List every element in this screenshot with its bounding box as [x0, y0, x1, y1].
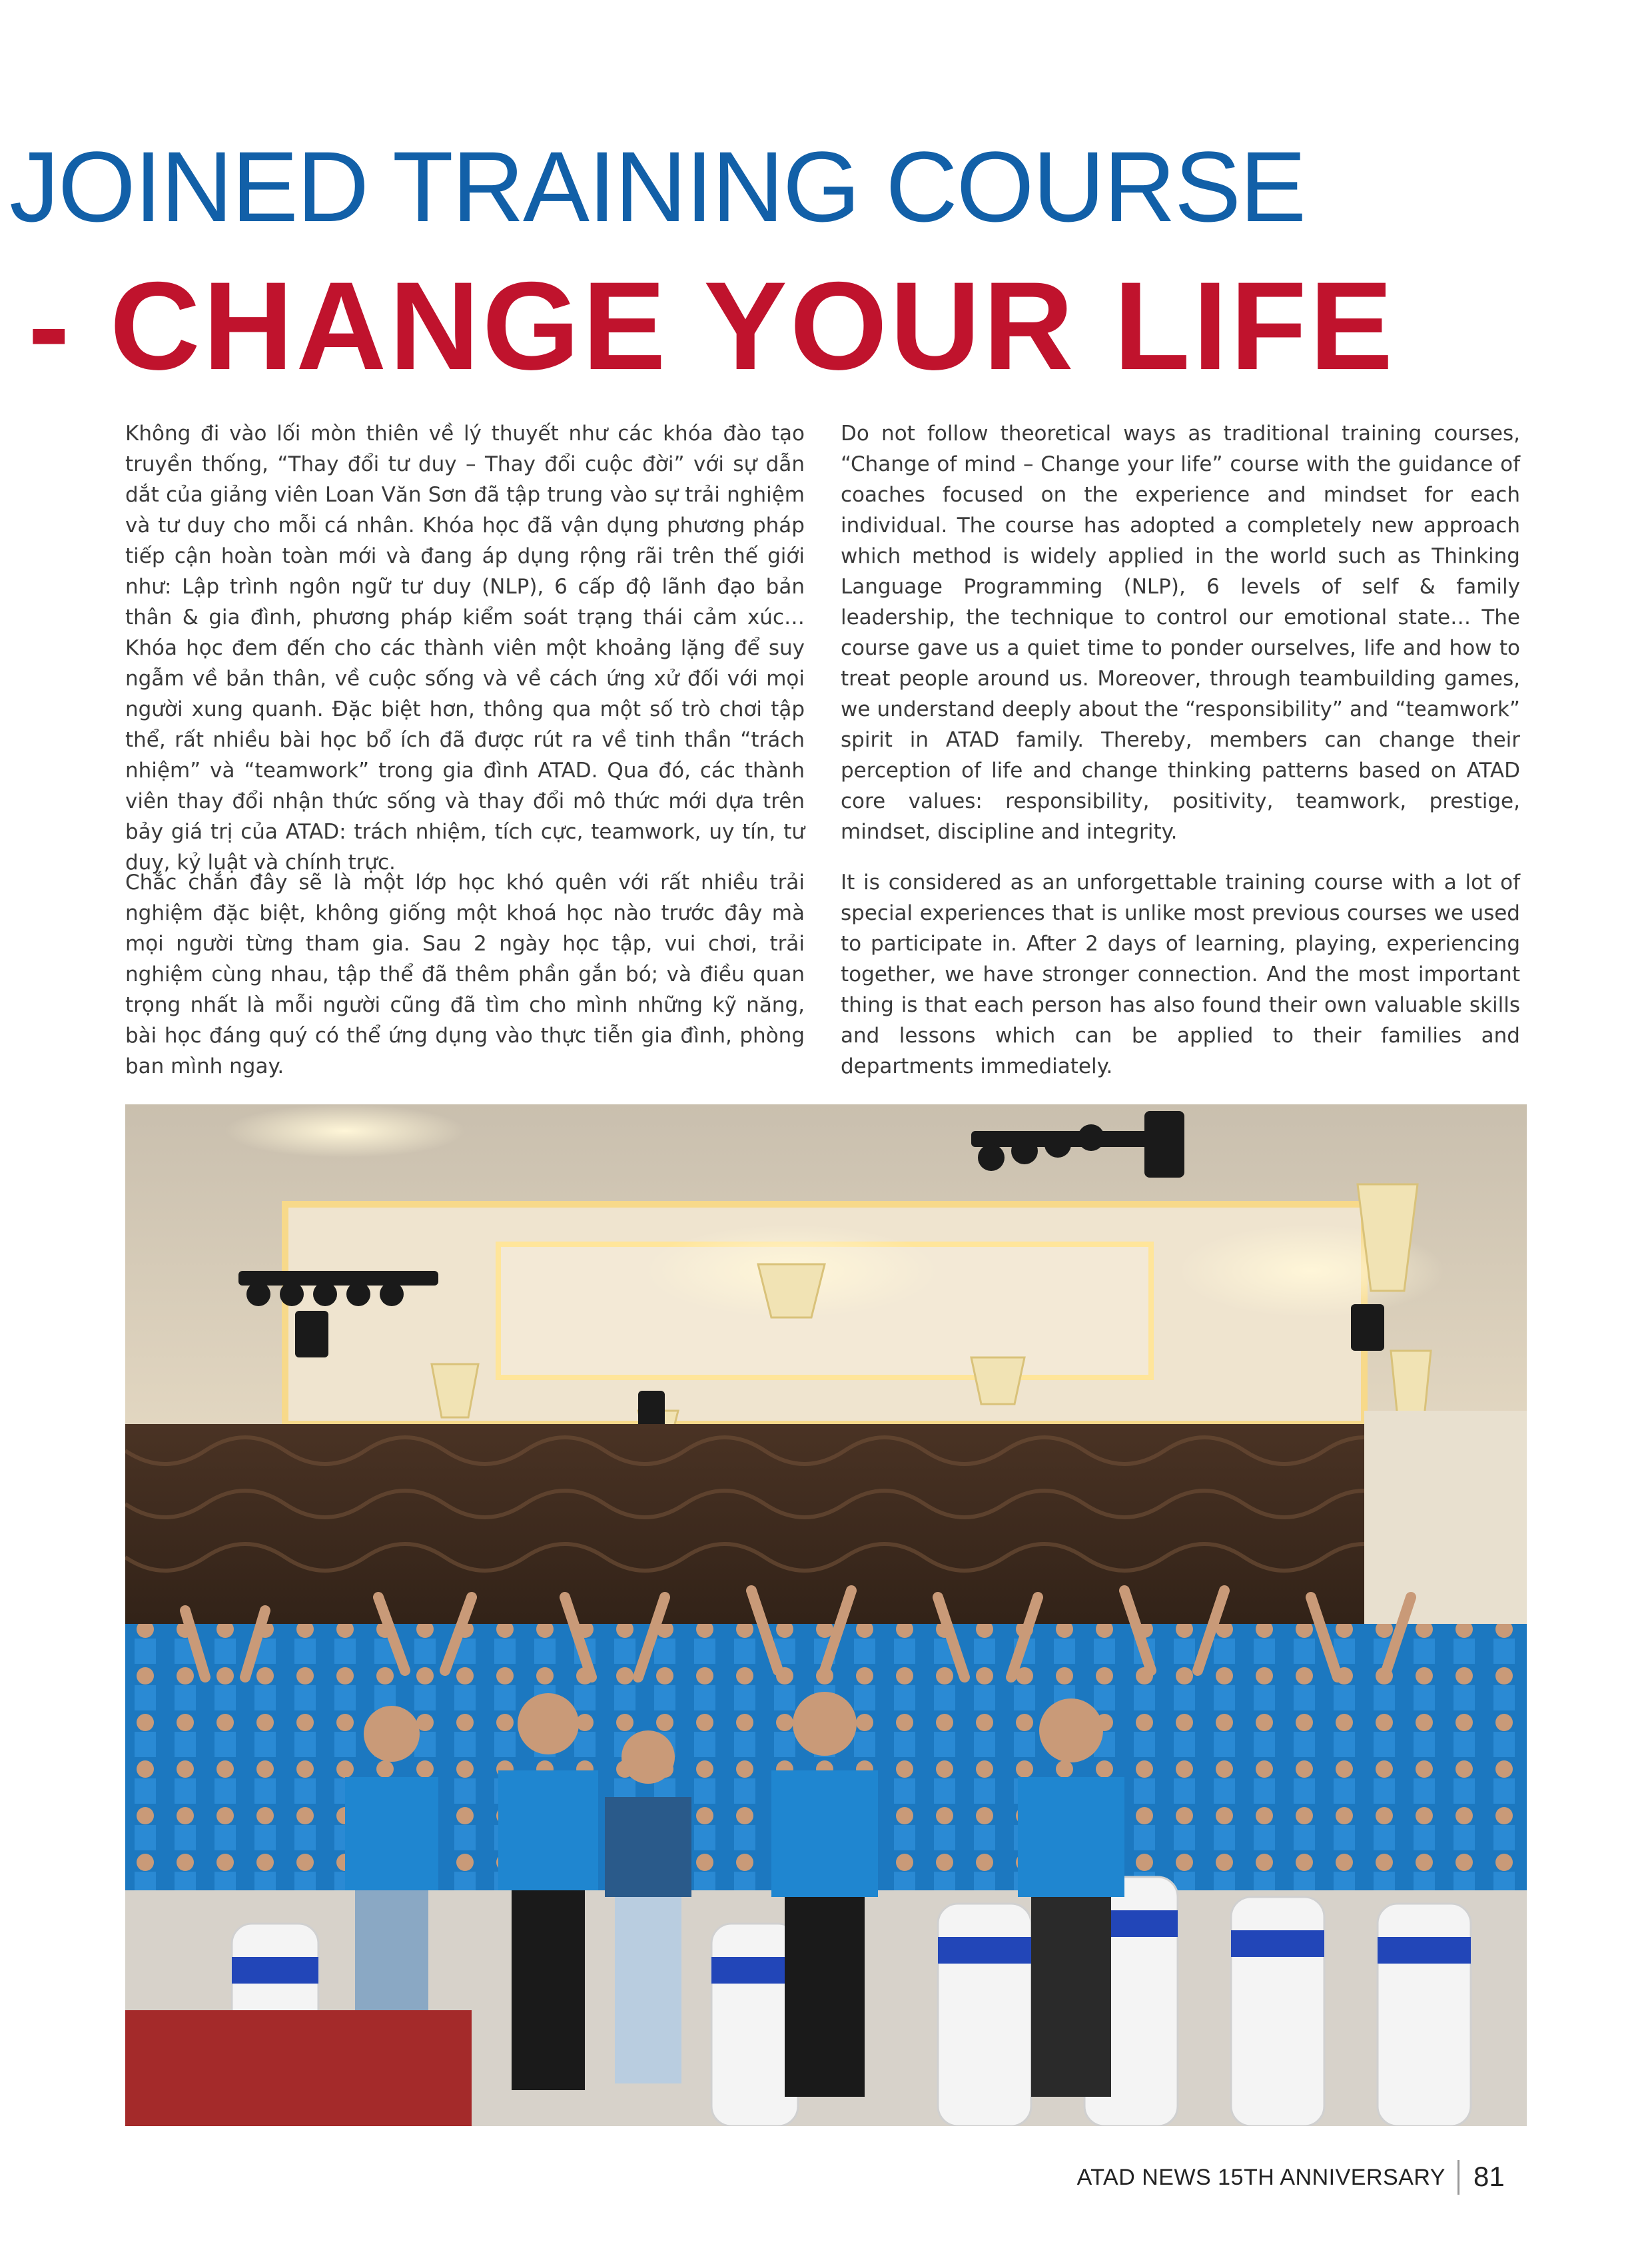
english-paragraph-2: It is considered as an unforgettable training course with a lot of special experiences that is unlike most previous courses we used to participate in. After 2 days of learning, playing, experiencing together, we have stronger connection. And the most important thing is that each person has also found their own valuable skills and lessons which can be applied to their families and departments immediately.	[841, 871, 1520, 1078]
training-event-photo	[125, 1104, 1527, 2126]
english-column-2	[841, 867, 1520, 1082]
footer-publication-title: ATAD NEWS 15TH ANNIVERSARY	[1076, 2165, 1446, 2190]
red-carpet	[125, 2010, 472, 2126]
english-paragraph-1: Do not follow theoretical ways as traditional training courses, “Change of mind – Change your life” course with the guidance of coaches focused on the experience and mindset for each individual. The course has adopted a completely new approach which method is widely applied in the world such as Thinking Language Programming (NLP), 6 levels of self & family leadership, the technique to control our emotional state… The course gave us a quiet time to ponder ourselves, life and how to treat people around us. Moreover, through teambuilding games, we understand deeply about the “responsibility” and “teamwork” spirit in ATAD family. Thereby, members can change their perception of life and change thinking patterns based on ATAD core values: responsibility, positivity, teamwork, prestige, mindset, discipline and integrity.	[841, 422, 1520, 844]
vietnamese-paragraph-1: Không đi vào lối mòn thiên về lý thuyết như các khóa đào tạo truyền thống, “Thay đổi tư duy – Thay đổi cuộc đời” với sự dẫn dắt của giảng viên Loan Văn Sơn đã tập trung vào sự trải nghiệm và tư duy cho mỗi cá nhân. Khóa học đã vận dụng phương pháp tiếp cận hoàn toàn mới và đang áp dụng rộng rãi trên thế giới như: Lập trình ngôn ngữ tư duy (NLP), 6 cấp độ lãnh đạo bản thân & gia đình, phương pháp kiểm soát trạng thái cảm xúc… Khóa học đem đến cho các thành viên một khoảng lặng để suy ngẫm về bản thân, về cuộc sống và về cách ứng xử đối với mọi người xung quanh. Đặc biệt hơn, thông qua một số trò chơi tập thể, rất nhiều bài học bổ ích đã được rút ra về tinh thần “trách nhiệm” và “teamwork” trong gia đình ATAD. Qua đó, các thành viên thay đổi nhận thức sống và thay đổi mô thức mới dựa trên bảy giá trị của ATAD: trách nhiệm, tích cực, teamwork, uy tín, tư duy, kỷ luật và chính trực.	[125, 422, 805, 875]
vietnamese-column	[125, 418, 805, 878]
page-number: 81	[1473, 2161, 1505, 2192]
headline-line-1: JOINED TRAINING COURSE	[9, 131, 1306, 242]
headline-line-2: - CHANGE YOUR LIFE	[28, 256, 1396, 396]
vietnamese-column-2	[125, 867, 805, 1082]
english-column	[841, 418, 1520, 847]
vietnamese-paragraph-2: Chắc chắn đây sẽ là một lớp học khó quên với rất nhiều trải nghiệm đặc biệt, không giống một khoá học nào trước đây mà mọi người từng tham gia. Sau 2 ngày học tập, vui chơi, trải nghiệm cùng nhau, tập thể đã thêm phần gắn bó; và điều quan trọng nhất là mỗi người cũng đã tìm cho mình những kỹ năng, bài học đáng quý có thể ứng dụng vào thực tiễn gia đình, phòng ban mình ngay.	[125, 871, 805, 1078]
footer-separator	[1457, 2160, 1459, 2195]
